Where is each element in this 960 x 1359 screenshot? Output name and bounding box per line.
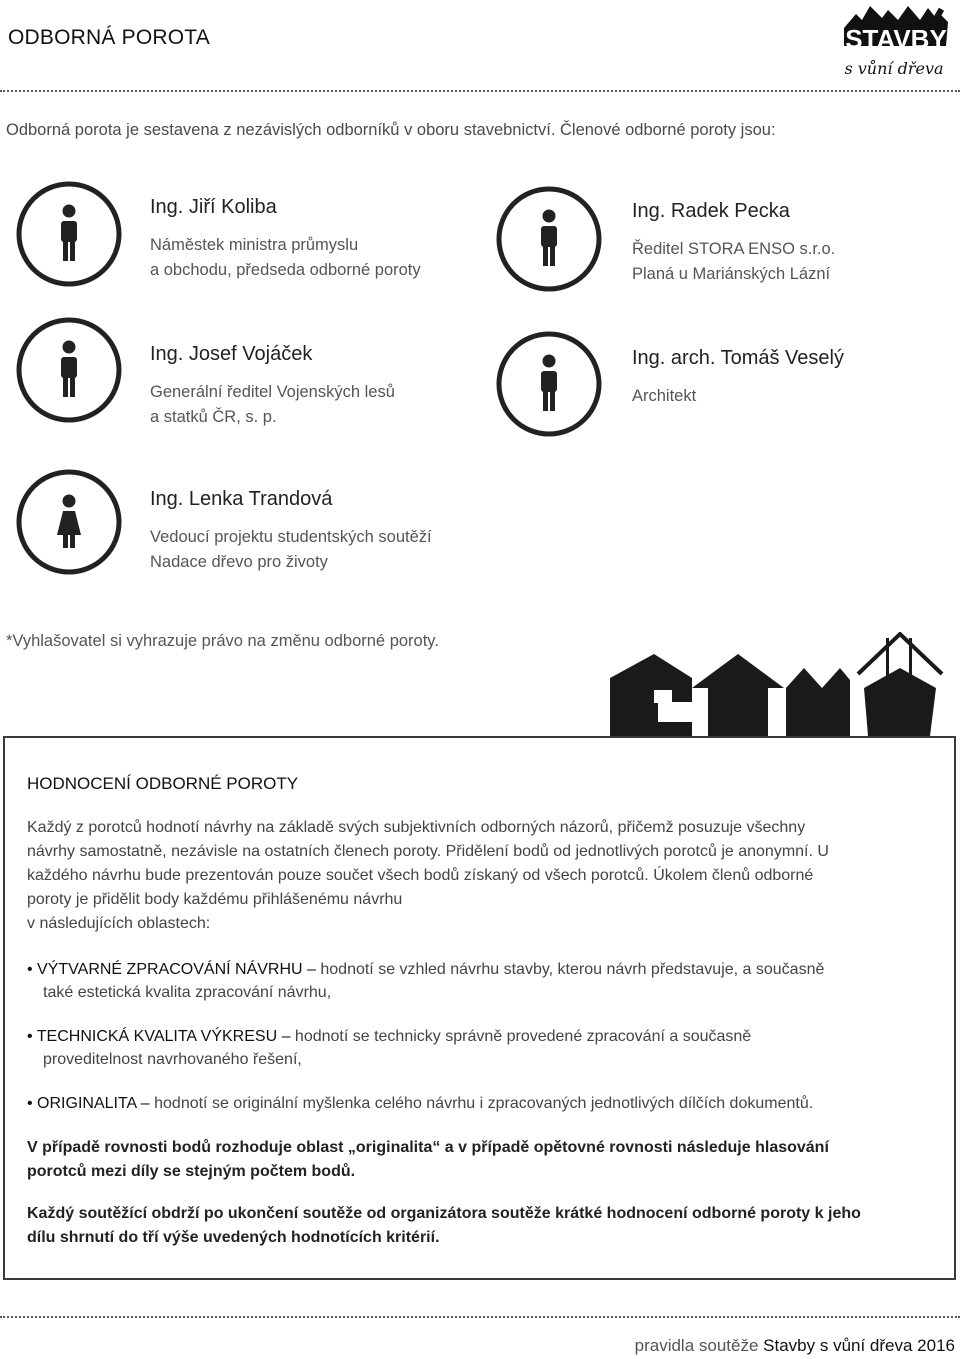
- member-avatar-icon: [15, 316, 123, 424]
- houses-illustration: [610, 632, 960, 738]
- member-role: Ředitel STORA ENSO s.r.o. Planá u Mariánských Lázní: [632, 240, 836, 283]
- member-avatar-female-icon: [15, 468, 123, 576]
- criterion-term: TECHNICKÁ KVALITA VÝKRESU –: [36, 1028, 291, 1045]
- member-avatar-icon: [15, 180, 123, 288]
- tie-break-paragraph: V případě rovnosti bodů rozhoduje oblast „originalita“ a v případě opětovné rovnosti následuje hlasování porotců mezi díly se stejným počtem bodů.: [27, 1139, 829, 1180]
- criterion-text-continued: proveditelnost navrhovaného řešení,: [43, 1051, 302, 1068]
- logo-sub-text: s vůní dřeva: [844, 59, 944, 78]
- intro-text: Odborná porota je sestavena z nezávislých odborníků v oboru stavebnictví. Členové odborné poroty jsou:: [6, 121, 776, 139]
- member-avatar-icon: [495, 330, 603, 438]
- page-title: ODBORNÁ POROTA: [8, 26, 210, 49]
- member-name: Ing. Jiří Koliba: [150, 196, 277, 218]
- member-name: Ing. Josef Vojáček: [150, 343, 313, 365]
- criterion-text: hodnotí se originální myšlenka celého návrhu i zpracovaných jednotlivých dílčích dokumentů.: [149, 1095, 814, 1112]
- member-name: Ing. Lenka Trandová: [150, 488, 333, 510]
- footer-competition-name: Stavby s vůní dřeva 2016: [763, 1336, 955, 1355]
- member-name: Ing. arch. Tomáš Veselý: [632, 347, 844, 369]
- summary-paragraph: Každý soutěžící obdrží po ukončení soutěže od organizátora soutěže krátké hodnocení odborné poroty k jeho dílu shrnutí do tří výše uvedených hodnotících kritérií.: [27, 1205, 861, 1246]
- criterion-text-continued: také estetická kvalita zpracování návrhu,: [43, 984, 332, 1001]
- criterion-text: hodnotí se vzhled návrhu stavby, kterou návrh představuje, a současně: [315, 961, 825, 978]
- evaluation-paragraph: Každý z porotců hodnotí návrhy na základě svých subjektivních odborných názorů, přičemž posuzuje všechny návrhy samostatně, nezávisle na ostatních členech poroty. Přidělení bodů od jednotlivých porotců je anonymní. U každého návrhu bude prezentován pouze součet všech bodů získaný od všech porotců. Úkolem členů odborné poroty je přidělit body každému přihlášenému návrhu v následujících oblastech:: [27, 819, 829, 932]
- divider-top: [0, 90, 960, 92]
- member-role: Architekt: [632, 387, 697, 405]
- criterion-item: [27, 1025, 932, 1071]
- stavby-logo: [836, 0, 956, 80]
- footnote: *Vyhlašovatel si vyhrazuje právo na změnu odborné poroty.: [6, 632, 439, 650]
- bullet-icon: •: [27, 1028, 37, 1045]
- evaluation-box: [3, 736, 956, 1280]
- member-avatar-icon: [495, 185, 603, 293]
- member-role: Generální ředitel Vojenských lesů a statků ČR, s. p.: [150, 383, 395, 426]
- bullet-icon: •: [27, 961, 38, 978]
- bullet-icon: •: [27, 1095, 38, 1112]
- evaluation-title: HODNOCENÍ ODBORNÉ POROTY: [27, 774, 299, 793]
- footer-prefix: pravidla soutěže: [634, 1336, 764, 1355]
- criterion-item: [27, 1092, 932, 1115]
- logo-main-text: STAVBY: [845, 24, 947, 54]
- criterion-term: VÝTVARNÉ ZPRACOVÁNÍ NÁVRHU –: [37, 961, 316, 978]
- footer-text: [635, 1336, 955, 1356]
- member-name: Ing. Radek Pecka: [632, 200, 790, 222]
- criterion-term: ORIGINALITA –: [37, 1095, 150, 1112]
- member-role: Náměstek ministra průmyslu a obchodu, předseda odborné poroty: [150, 236, 421, 279]
- divider-bottom: [0, 1316, 960, 1318]
- criterion-item: [27, 958, 932, 1004]
- criterion-text: hodnotí se technicky správně provedené zpracování a současně: [290, 1028, 752, 1045]
- member-role: Vedoucí projektu studentských soutěží Nadace dřevo pro životy: [150, 528, 432, 571]
